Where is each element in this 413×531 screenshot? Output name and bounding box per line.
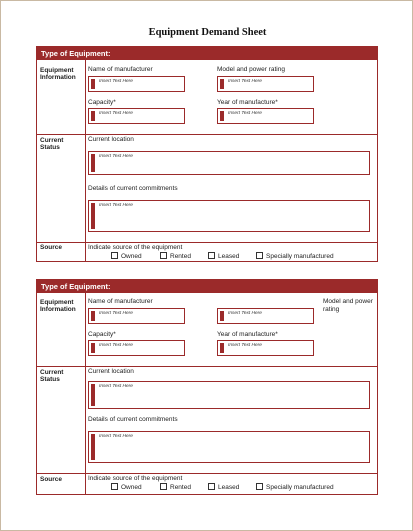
- year-input[interactable]: [217, 340, 314, 356]
- source-prompt: Indicate source of the equipment: [88, 244, 183, 251]
- year-placeholder: Insert Text Here: [228, 343, 262, 348]
- model-power-input[interactable]: [217, 308, 314, 324]
- current-location-input[interactable]: [88, 381, 370, 409]
- year-placeholder: Insert Text Here: [228, 111, 262, 116]
- row-divider: [37, 134, 377, 135]
- year-label: Year of manufacture*: [217, 99, 278, 106]
- commitments-label: Details of current commitments: [88, 416, 178, 423]
- current-location-label: Current location: [88, 368, 134, 375]
- checkbox[interactable]: [160, 252, 167, 259]
- option-rented[interactable]: Rented: [160, 483, 191, 492]
- equipment-information-label: Equipment Information: [40, 67, 76, 81]
- model-power-placeholder: Insert Text Here: [228, 311, 262, 316]
- model-power-input[interactable]: [217, 76, 314, 92]
- option-owned[interactable]: Owned: [111, 252, 142, 261]
- equipment-information-label: Equipment Information: [40, 299, 76, 313]
- commitments-placeholder: Insert Text Here: [99, 434, 133, 439]
- commitments-placeholder: Insert Text Here: [99, 203, 133, 208]
- option-specially-manufactured[interactable]: Specially manufactured: [256, 483, 334, 492]
- checkbox[interactable]: [111, 252, 118, 259]
- commitments-input[interactable]: [88, 431, 370, 463]
- checkbox[interactable]: [160, 483, 167, 490]
- model-power-label: Model and power rating: [323, 298, 373, 313]
- option-specially-manufactured[interactable]: Specially manufactured: [256, 252, 334, 261]
- current-status-label: Current Status: [40, 369, 64, 383]
- type-of-equipment-header[interactable]: Type of Equipment:: [37, 280, 377, 293]
- capacity-input[interactable]: [88, 108, 185, 124]
- manufacturer-label: Name of manufacturer: [88, 66, 153, 73]
- source-label: Source: [40, 244, 63, 251]
- source-prompt: Indicate source of the equipment: [88, 475, 183, 482]
- checkbox[interactable]: [111, 483, 118, 490]
- option-leased[interactable]: Leased: [208, 252, 239, 261]
- column-divider: [85, 293, 86, 494]
- model-power-label: Model and power rating: [217, 66, 285, 73]
- manufacturer-placeholder: Insert Text Here: [99, 79, 133, 84]
- column-divider: [85, 60, 86, 261]
- checkbox[interactable]: [256, 252, 263, 259]
- equipment-form-2: [36, 279, 378, 495]
- equipment-form-1: [36, 46, 378, 262]
- capacity-label: Capacity*: [88, 99, 116, 106]
- type-of-equipment-header[interactable]: Type of Equipment:: [37, 47, 377, 60]
- current-status-label: Current Status: [40, 137, 64, 151]
- option-leased[interactable]: Leased: [208, 483, 239, 492]
- manufacturer-placeholder: Insert Text Here: [99, 311, 133, 316]
- option-rented[interactable]: Rented: [160, 252, 191, 261]
- checkbox[interactable]: [256, 483, 263, 490]
- option-owned[interactable]: Owned: [111, 483, 142, 492]
- capacity-label: Capacity*: [88, 331, 116, 338]
- checkbox[interactable]: [208, 483, 215, 490]
- model-power-placeholder: Insert Text Here: [228, 79, 262, 84]
- capacity-placeholder: Insert Text Here: [99, 343, 133, 348]
- commitments-input[interactable]: [88, 200, 370, 232]
- current-location-placeholder: Insert Text Here: [99, 154, 133, 159]
- row-divider: [37, 473, 377, 474]
- row-divider: [37, 242, 377, 243]
- page-title: Equipment Demand Sheet: [148, 27, 267, 38]
- year-input[interactable]: [217, 108, 314, 124]
- checkbox[interactable]: [208, 252, 215, 259]
- manufacturer-input[interactable]: [88, 76, 185, 92]
- manufacturer-label: Name of manufacturer: [88, 298, 153, 305]
- current-location-input[interactable]: [88, 151, 370, 175]
- current-location-placeholder: Insert Text Here: [99, 384, 133, 389]
- row-divider: [37, 366, 377, 367]
- year-label: Year of manufacture*: [217, 331, 278, 338]
- source-label: Source: [40, 476, 63, 483]
- manufacturer-input[interactable]: [88, 308, 185, 324]
- commitments-label: Details of current commitments: [88, 185, 178, 192]
- current-location-label: Current location: [88, 136, 134, 143]
- capacity-placeholder: Insert Text Here: [99, 111, 133, 116]
- capacity-input[interactable]: [88, 340, 185, 356]
